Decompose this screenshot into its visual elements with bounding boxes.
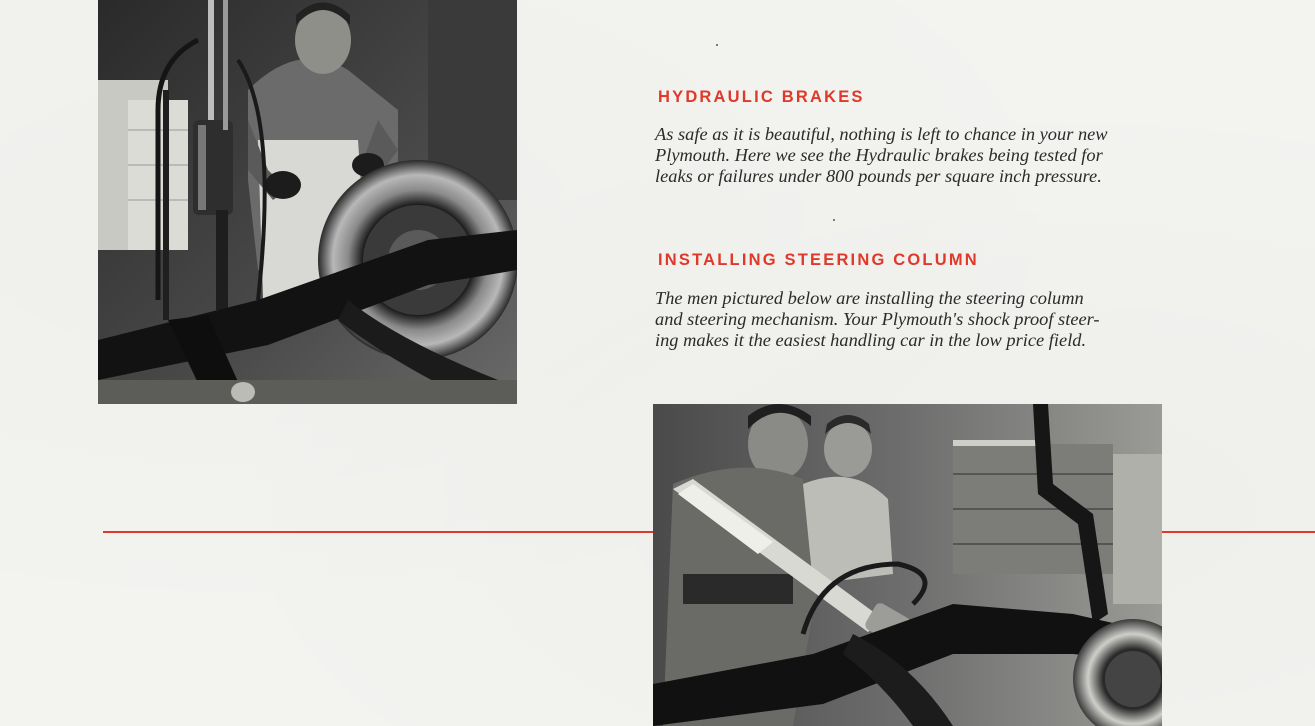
- red-divider-left: [103, 531, 653, 533]
- hydraulic-brakes-illustration: [98, 0, 517, 404]
- hydraulic-brakes-photo: [98, 0, 517, 404]
- hydraulic-brakes-line: Plymouth. Here we see the Hydraulic brakes being tested for: [655, 145, 1103, 165]
- steering-column-heading: INSTALLING STEERING COLUMN: [658, 251, 979, 269]
- steering-column-line: The men pictured below are installing the steering column: [655, 288, 1084, 308]
- hydraulic-brakes-line: As safe as it is beautiful, nothing is left to chance in your new: [655, 124, 1108, 144]
- steering-column-illustration: [653, 404, 1162, 726]
- hydraulic-brakes-paragraph: [655, 124, 1195, 187]
- paper-speck: [833, 219, 835, 221]
- paper-speck: [716, 44, 718, 46]
- steering-column-paragraph: [655, 288, 1195, 351]
- red-divider-right: [1162, 531, 1315, 533]
- steering-column-line: and steering mechanism. Your Plymouth's shock proof steer-: [655, 309, 1100, 329]
- steering-column-line: ing makes it the easiest handling car in the low price field.: [655, 330, 1087, 350]
- hydraulic-brakes-line: leaks or failures under 800 pounds per square inch pressure.: [655, 166, 1102, 186]
- steering-column-photo: [653, 404, 1162, 726]
- hydraulic-brakes-heading: HYDRAULIC BRAKES: [658, 88, 865, 106]
